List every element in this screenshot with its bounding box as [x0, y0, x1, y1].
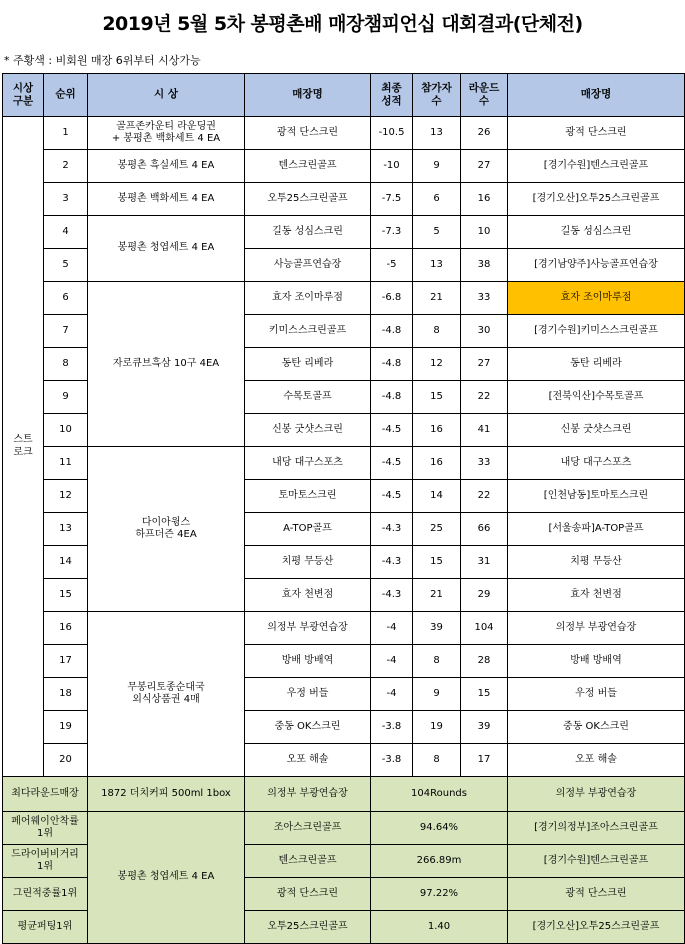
legend-note: * 주황색 : 비회원 매장 6위부터 시상가능: [4, 54, 201, 67]
score-cell: -4.8: [371, 315, 413, 348]
store2-cell: 광적 단스크린: [508, 117, 685, 150]
players-cell: 9: [413, 150, 461, 183]
store2-cell: 효자 천변점: [508, 579, 685, 612]
store-cell: 효자 천변점: [245, 579, 371, 612]
store2-cell: 우정 버들: [508, 678, 685, 711]
players-cell: 8: [413, 315, 461, 348]
score-cell: -7.3: [371, 216, 413, 249]
rounds-cell: 38: [461, 249, 508, 282]
score-cell: -4.5: [371, 480, 413, 513]
players-cell: 8: [413, 744, 461, 777]
rank-cell: 13: [44, 513, 88, 546]
store-cell: 수목토골프: [245, 381, 371, 414]
players-cell: 6: [413, 183, 461, 216]
players-cell: 13: [413, 249, 461, 282]
store-cell: 중동 OK스크린: [245, 711, 371, 744]
score-cell: -10: [371, 150, 413, 183]
store-cell: 오투25스크린골프: [245, 183, 371, 216]
rounds-cell: 33: [461, 447, 508, 480]
store2-cell: [경기수원]키미스스크린골프: [508, 315, 685, 348]
score-cell: -3.8: [371, 711, 413, 744]
score-cell: -3.8: [371, 744, 413, 777]
header-store2: 매장명: [508, 74, 685, 117]
table-row: [3, 216, 685, 249]
award-store: 광적 단스크린: [245, 878, 371, 911]
rank-cell: 15: [44, 579, 88, 612]
rounds-cell: 104: [461, 612, 508, 645]
store2-cell: [전북익산]수목토골프: [508, 381, 685, 414]
rank-cell: 11: [44, 447, 88, 480]
store-cell: 방배 방배역: [245, 645, 371, 678]
rounds-cell: 26: [461, 117, 508, 150]
prize-cell: 봉평촌 백화세트 4 EA: [88, 183, 245, 216]
rank-cell: 17: [44, 645, 88, 678]
store-cell: 광적 단스크린: [245, 117, 371, 150]
players-cell: 25: [413, 513, 461, 546]
rounds-cell: 27: [461, 348, 508, 381]
rounds-cell: 22: [461, 381, 508, 414]
store2-cell: [경기남양주]사능골프연습장: [508, 249, 685, 282]
store2-cell: [인천남동]토마토스크린: [508, 480, 685, 513]
category-cell: 스트 로크: [3, 117, 44, 777]
store-cell: 동탄 리베라: [245, 348, 371, 381]
award-store2: [경기수원]텐스크린골프: [508, 845, 685, 878]
award-store: 오투25스크린골프: [245, 911, 371, 944]
players-cell: 14: [413, 480, 461, 513]
rounds-cell: 15: [461, 678, 508, 711]
prize-cell: 자로큐브흑삼 10구 4EA: [88, 282, 245, 447]
store2-cell: [서울송파]A-TOP골프: [508, 513, 685, 546]
rank-cell: 12: [44, 480, 88, 513]
store-cell: 우정 버들: [245, 678, 371, 711]
players-cell: 21: [413, 579, 461, 612]
award-store2: [경기오산]오투25스크린골프: [508, 911, 685, 944]
rounds-cell: 16: [461, 183, 508, 216]
store2-cell: 동탄 리베라: [508, 348, 685, 381]
header-score: 최종 성적: [371, 74, 413, 117]
score-cell: -4: [371, 678, 413, 711]
players-cell: 15: [413, 546, 461, 579]
score-cell: -7.5: [371, 183, 413, 216]
table-row: [3, 117, 685, 150]
players-cell: 16: [413, 414, 461, 447]
table-row: [3, 282, 685, 315]
table-row: [3, 612, 685, 645]
players-cell: 15: [413, 381, 461, 414]
header-category: 시상 구분: [3, 74, 44, 117]
award-value: 266.89m: [371, 845, 508, 878]
players-cell: 12: [413, 348, 461, 381]
players-cell: 8: [413, 645, 461, 678]
prize-cell: 다이아윙스 하프더즌 4EA: [88, 447, 245, 612]
players-cell: 5: [413, 216, 461, 249]
rank-cell: 9: [44, 381, 88, 414]
award-label: 최다라운드매장: [3, 777, 88, 812]
score-cell: -6.8: [371, 282, 413, 315]
rounds-cell: 10: [461, 216, 508, 249]
rank-cell: 6: [44, 282, 88, 315]
header-rounds: 라운드 수: [461, 74, 508, 117]
score-cell: -4.3: [371, 579, 413, 612]
store2-cell: 신봉 굿샷스크린: [508, 414, 685, 447]
store-cell: 사능골프연습장: [245, 249, 371, 282]
rounds-cell: 30: [461, 315, 508, 348]
award-label: 그린적중률1위: [3, 878, 88, 911]
score-cell: -4.3: [371, 513, 413, 546]
award-value: 1.40: [371, 911, 508, 944]
rounds-cell: 33: [461, 282, 508, 315]
store-cell: 텐스크린골프: [245, 150, 371, 183]
players-cell: 16: [413, 447, 461, 480]
rounds-cell: 66: [461, 513, 508, 546]
rounds-cell: 22: [461, 480, 508, 513]
header-players: 참가자 수: [413, 74, 461, 117]
header-row: [3, 74, 685, 117]
store2-cell: 방배 방배역: [508, 645, 685, 678]
header-prize: 시 상: [88, 74, 245, 117]
award-row: [3, 777, 685, 812]
table-row: [3, 183, 685, 216]
rank-cell: 1: [44, 117, 88, 150]
store2-cell: 내당 대구스포츠: [508, 447, 685, 480]
header-rank: 순위: [44, 74, 88, 117]
score-cell: -10.5: [371, 117, 413, 150]
rank-cell: 19: [44, 711, 88, 744]
rounds-cell: 31: [461, 546, 508, 579]
prize-cell: 봉평촌 흑실세트 4 EA: [88, 150, 245, 183]
store-cell: 내당 대구스포츠: [245, 447, 371, 480]
page-title: 2019년 5월 5차 봉평촌배 매장챔피언십 대회결과(단체전): [102, 12, 583, 35]
store2-cell: 길동 성심스크린: [508, 216, 685, 249]
award-store: 조아스크린골프: [245, 812, 371, 845]
rank-cell: 10: [44, 414, 88, 447]
score-cell: -4.5: [371, 414, 413, 447]
store-cell: 길동 성심스크린: [245, 216, 371, 249]
award-value: 104Rounds: [371, 777, 508, 812]
prize-cell: 무봉리토종순대국 외식상품권 4매: [88, 612, 245, 777]
score-cell: -4.5: [371, 447, 413, 480]
rounds-cell: 17: [461, 744, 508, 777]
score-cell: -4: [371, 612, 413, 645]
store-cell: 키미스스크린골프: [245, 315, 371, 348]
award-store: 의정부 부광연습장: [245, 777, 371, 812]
store-cell: A-TOP골프: [245, 513, 371, 546]
players-cell: 21: [413, 282, 461, 315]
rank-cell: 20: [44, 744, 88, 777]
players-cell: 19: [413, 711, 461, 744]
rank-cell: 2: [44, 150, 88, 183]
score-cell: -5: [371, 249, 413, 282]
header-store: 매장명: [245, 74, 371, 117]
rank-cell: 16: [44, 612, 88, 645]
prize-cell: 골프존카운티 라운딩권 + 봉평촌 백화세트 4 EA: [88, 117, 245, 150]
rounds-cell: 29: [461, 579, 508, 612]
rounds-cell: 28: [461, 645, 508, 678]
players-cell: 39: [413, 612, 461, 645]
score-cell: -4.3: [371, 546, 413, 579]
store2-cell: [경기오산]오투25스크린골프: [508, 183, 685, 216]
store2-cell: 오포 해솔: [508, 744, 685, 777]
rounds-cell: 39: [461, 711, 508, 744]
award-label: 페어웨이안착률 1위: [3, 812, 88, 845]
store2-cell: [경기수원]텐스크린골프: [508, 150, 685, 183]
prize-cell: 봉평촌 청엽세트 4 EA: [88, 216, 245, 282]
store2-cell: 의정부 부광연습장: [508, 612, 685, 645]
rounds-cell: 41: [461, 414, 508, 447]
award-prize: 1872 더치커피 500ml 1box: [88, 777, 245, 812]
award-row: [3, 812, 685, 845]
award-store2: 광적 단스크린: [508, 878, 685, 911]
score-cell: -4.8: [371, 381, 413, 414]
award-prize: 봉평촌 청엽세트 4 EA: [88, 812, 245, 944]
store2-cell: 치평 무등산: [508, 546, 685, 579]
rank-cell: 3: [44, 183, 88, 216]
award-store2: 의정부 부광연습장: [508, 777, 685, 812]
award-value: 94.64%: [371, 812, 508, 845]
rounds-cell: 27: [461, 150, 508, 183]
rank-cell: 8: [44, 348, 88, 381]
store-cell: 토마토스크린: [245, 480, 371, 513]
award-label: 드라이버비거리 1위: [3, 845, 88, 878]
store-cell: 의정부 부광연습장: [245, 612, 371, 645]
table-row: [3, 150, 685, 183]
table-row: [3, 447, 685, 480]
store-cell: 효자 조이마루점: [245, 282, 371, 315]
rank-cell: 7: [44, 315, 88, 348]
score-cell: -4.8: [371, 348, 413, 381]
rank-cell: 4: [44, 216, 88, 249]
award-label: 평균퍼팅1위: [3, 911, 88, 944]
rank-cell: 14: [44, 546, 88, 579]
store2-cell: 중동 OK스크린: [508, 711, 685, 744]
rank-cell: 5: [44, 249, 88, 282]
players-cell: 9: [413, 678, 461, 711]
results-table: [2, 73, 685, 944]
players-cell: 13: [413, 117, 461, 150]
store-cell: 오포 해솔: [245, 744, 371, 777]
award-store2: [경기의정부]조아스크린골프: [508, 812, 685, 845]
score-cell: -4: [371, 645, 413, 678]
rank-cell: 18: [44, 678, 88, 711]
store-cell: 치평 무등산: [245, 546, 371, 579]
award-store: 텐스크린골프: [245, 845, 371, 878]
store2-cell: 효자 조이마루점: [508, 282, 685, 315]
store-cell: 신봉 굿샷스크린: [245, 414, 371, 447]
award-value: 97.22%: [371, 878, 508, 911]
